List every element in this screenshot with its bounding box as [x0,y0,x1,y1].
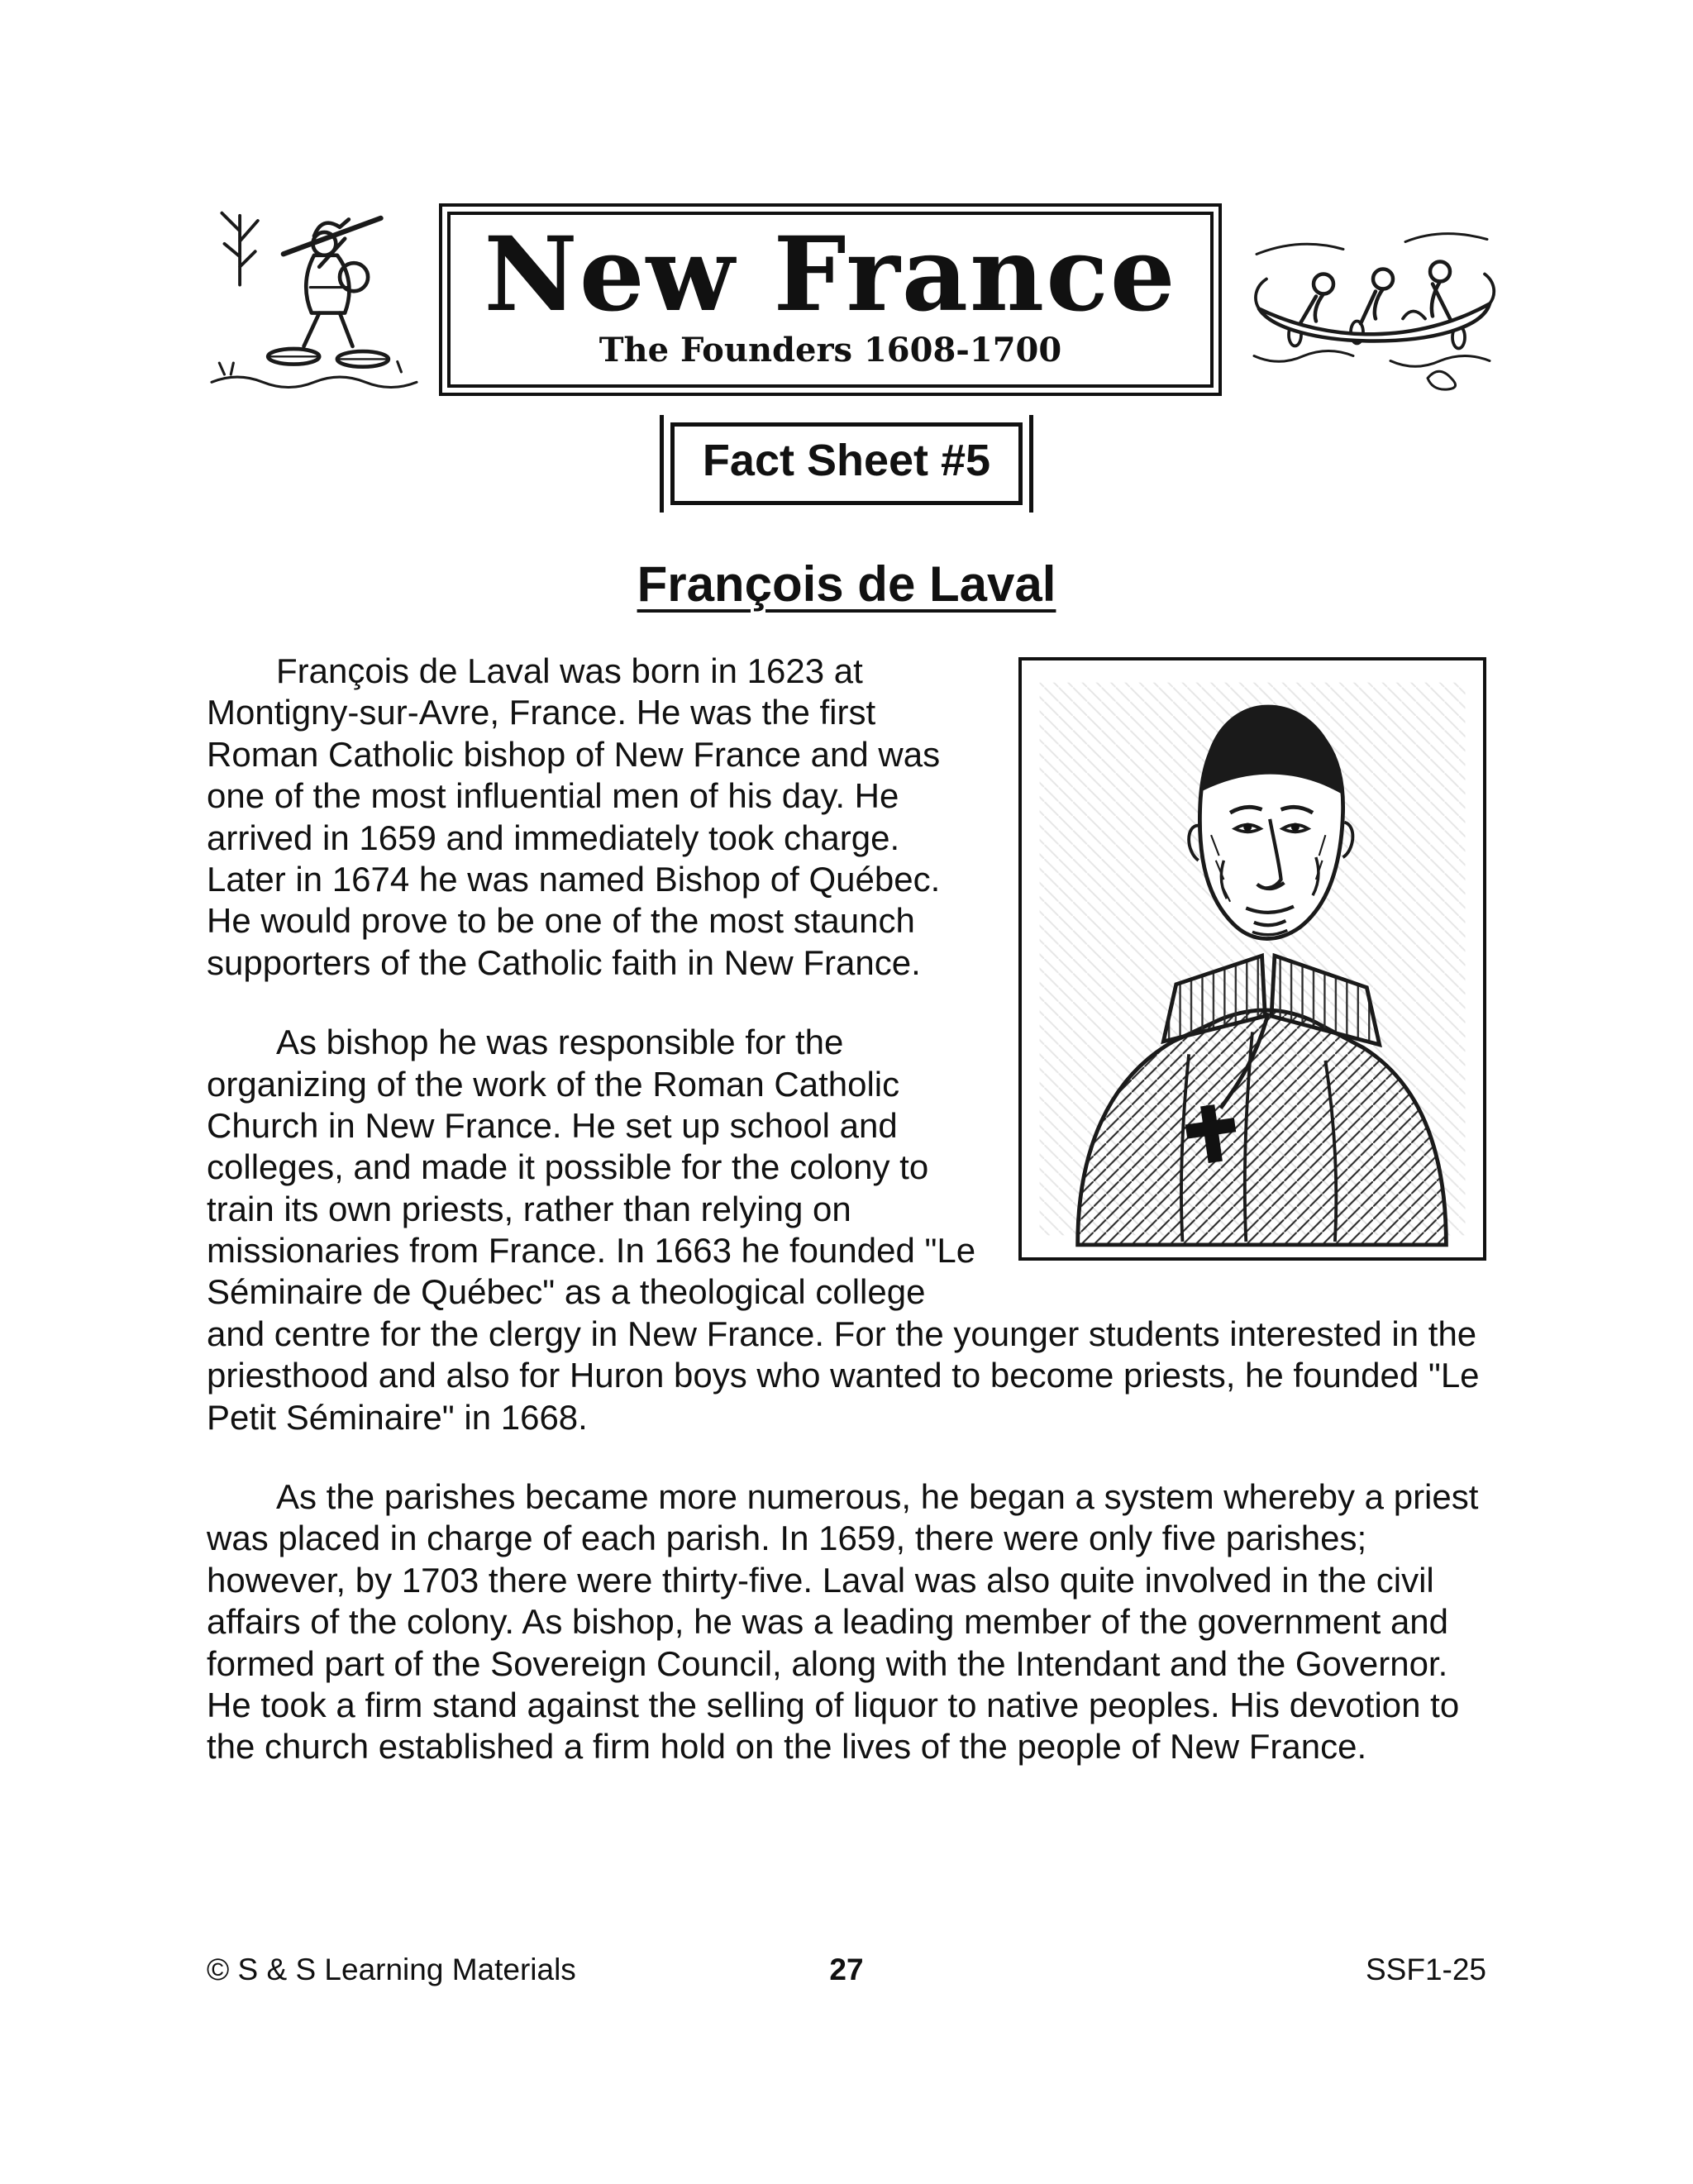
publication-title: New France [484,215,1177,335]
page-number: 27 [829,1953,864,1986]
laval-portrait [1018,657,1486,1261]
article-title: François de Laval [637,556,1056,612]
paragraph-2: As bishop he was responsible for the organizing of the work of the Roman Catholic Church in New France. He set up school and colleges, and made it possible for the colony to train its own priests, rather than relying on missionaries from France. In 1663 he founded "Le Séminaire de Québec" as a theological college and centre for the clergy in New France. For the younger students interested in the priesthood and also for Huron boys who wanted to become priests, he founded "Le Petit Séminaire" in 1668. [207,1023,1480,1437]
article [207,556,1486,1768]
fact-sheet-badge-frame [660,415,1033,513]
publication-subtitle: The Founders 1608-1700 [599,331,1062,370]
fact-sheet-badge-row [0,415,1693,513]
canoe-illustration [1244,198,1505,397]
masthead [439,203,1222,396]
paragraph-3: As the parishes became more numerous, he began a system whereby a priest was placed in charge of each parish. In 1659, there were only five parishes; however, by 1703 there were thirty-five. Laval was also quite involved in the civil affairs of the colony. As bishop, he was a leading member of the government and formed part of the Sovereign Council, along with the Intendant and the Governor. He took a firm stand against the selling of liquor to native peoples. His devotion to the church established a firm hold on the lives of the people of New France. [207,1477,1479,1767]
fact-sheet-label: Fact Sheet #5 [670,422,1023,505]
copyright-text: © S & S Learning Materials [207,1953,576,1986]
document-code: SSF1-25 [1365,1953,1486,1986]
article-body [207,651,1486,1768]
paragraph-1: François de Laval was born in 1623 at Montigny-sur-Avre, France. He was the first Roman Catholic bishop of New France and was one of the most influential men of his day. He arrived in 1659 and immediately took charge. Later in 1674 he was named Bishop of Québec. He would prove to be one of the most staunch supporters of the Catholic faith in New France. [207,651,941,982]
trapper-illustration [186,194,442,401]
masthead-inner [447,212,1214,388]
